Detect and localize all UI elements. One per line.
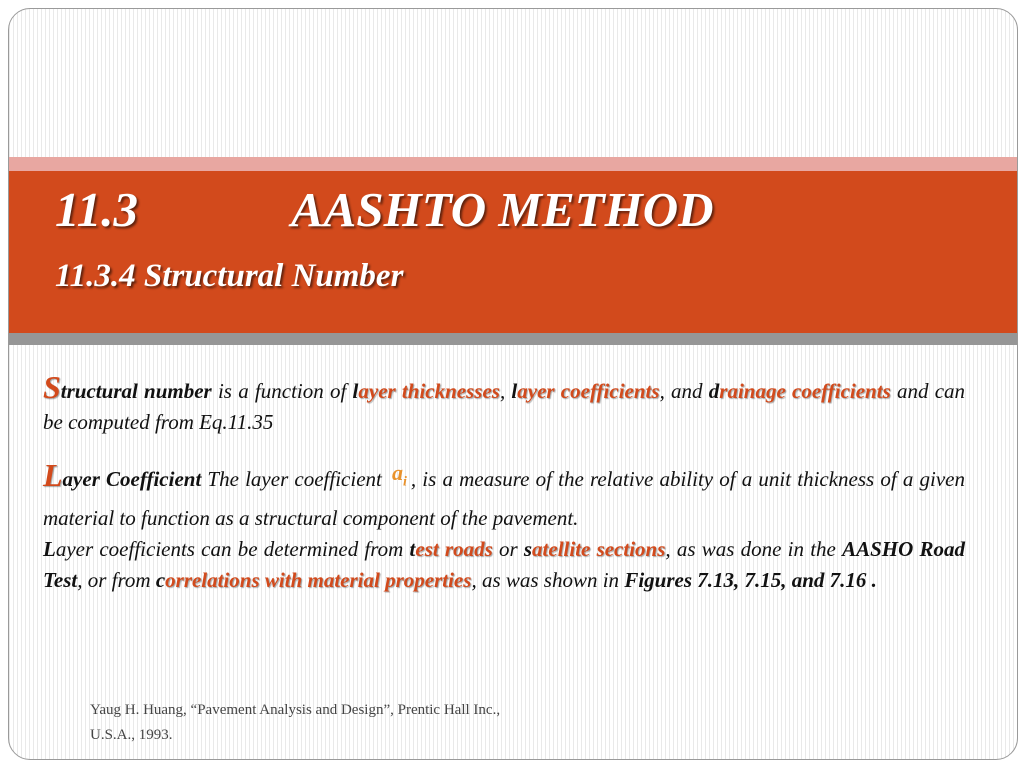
term-layer-coefficients: ayer coefficients	[517, 379, 660, 403]
slide-title	[55, 182, 714, 237]
term-initial: t	[409, 537, 416, 562]
drop-cap: S	[43, 369, 61, 405]
citation-line: U.S.A., 1993.	[90, 727, 173, 743]
term-initial: d	[708, 379, 720, 403]
body-text: , as was shown in	[471, 568, 625, 593]
body-text: is a function of	[211, 379, 353, 403]
term-correlations: orrelations with material properties	[165, 568, 472, 593]
term-aasho-road-test: AASHO Road Test	[43, 537, 965, 593]
body-text: ,	[499, 379, 512, 403]
symbol-subscript: i	[403, 474, 407, 490]
section-name: AASHTO METHOD	[291, 182, 714, 237]
paragraph-structural-number	[43, 369, 966, 438]
body-text: , or from	[77, 568, 156, 593]
body-text: or	[492, 537, 524, 562]
section-number: 11.3	[55, 182, 139, 237]
body-text: The layer coefficient	[201, 467, 389, 491]
paragraph-layer-coefficient	[43, 457, 965, 596]
term-initial: l	[511, 379, 518, 403]
body-text: , and	[659, 379, 709, 403]
slide-body	[43, 369, 966, 596]
term-layer-coefficient: ayer Coefficient	[62, 467, 202, 491]
term-figures-reference: Figures 7.13, 7.15, and 7.16 .	[624, 568, 877, 593]
term-layer-thicknesses: ayer thicknesses	[358, 379, 500, 403]
term-satellite-sections: atellite sections	[532, 537, 666, 562]
drop-cap: L	[43, 457, 63, 493]
term-initial: L	[43, 537, 56, 562]
layer-coefficient-symbol	[388, 460, 411, 490]
body-text: , as was done in the	[665, 537, 843, 562]
citation	[90, 698, 610, 748]
term-initial: c	[155, 568, 166, 593]
term-structural-number: tructural number	[60, 379, 212, 403]
body-text: and can be computed from Eq.11.35	[43, 379, 966, 434]
term-initial: l	[352, 379, 359, 403]
term-test-roads: est roads	[415, 537, 493, 562]
term-initial: s	[523, 537, 533, 562]
body-text: , is a measure of the relative ability of a unit thickness of a given material to function as a structural component of the pavement.	[43, 467, 965, 531]
citation-line: Yaug H. Huang, “Pavement Analysis and Design”, Prentic Hall Inc.,	[90, 702, 501, 718]
title-band-top-stripe	[9, 157, 1017, 171]
term-drainage-coefficients: rainage coefficients	[719, 379, 891, 403]
body-text: ayer coefficients can be determined from	[55, 537, 410, 562]
title-band-bottom-stripe	[9, 333, 1017, 345]
symbol-base: a	[392, 460, 404, 485]
slide-subtitle: 11.3.4 Structural Number	[55, 258, 404, 294]
